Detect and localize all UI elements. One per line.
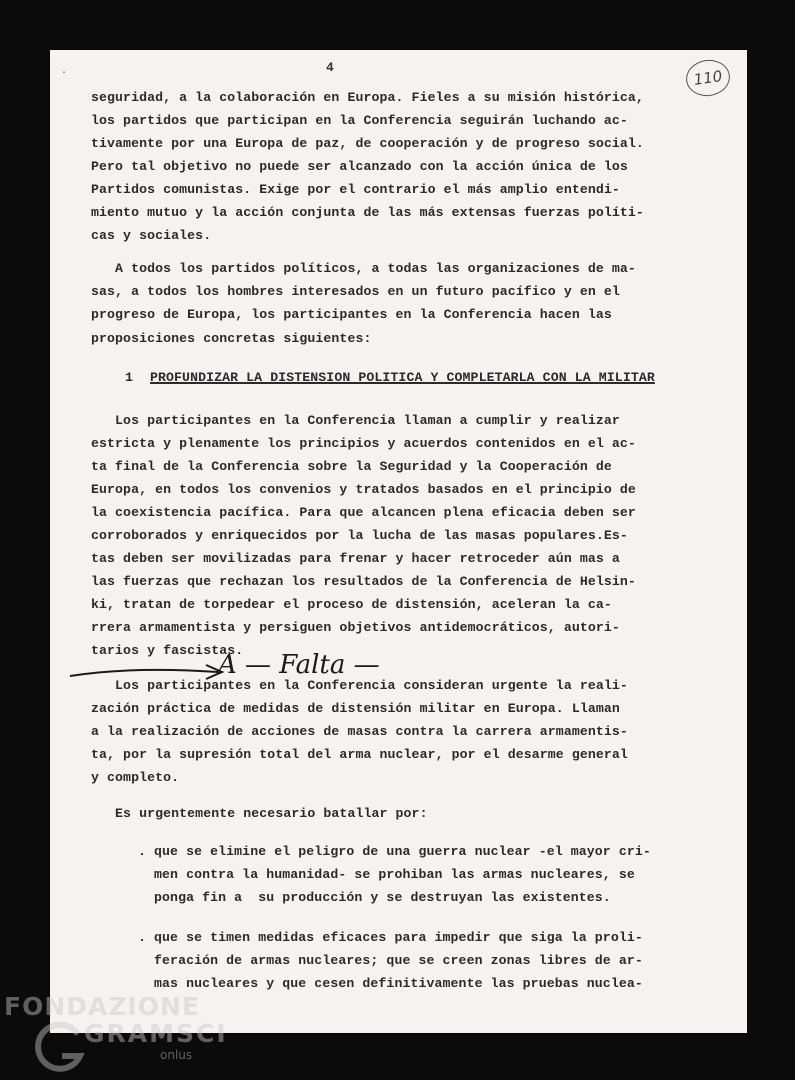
text-line: y completo. bbox=[91, 770, 180, 785]
watermark-g-icon bbox=[28, 1018, 88, 1078]
text-line: miento mutuo y la acción conjunta de las más extensas fuerzas políti- bbox=[91, 205, 644, 220]
text-line: rrera armamentista y persiguen objetivos antidemocráticos, autori- bbox=[91, 620, 620, 635]
bullet-line: men contra la humanidad- se prohiban las armas nucleares, se bbox=[138, 867, 635, 882]
watermark-suffix: onlus bbox=[160, 1048, 193, 1062]
bullet-line: . que se timen medidas eficaces para impedir que siga la proli- bbox=[138, 930, 643, 945]
watermark-line1: FONDAZIONE bbox=[4, 992, 201, 1021]
page-number: 4 bbox=[326, 60, 334, 75]
text-line: seguridad, a la colaboración en Europa. Fieles a su misión histórica, bbox=[91, 90, 644, 105]
text-line: corroborados y enriquecidos por la lucha de las masas populares.Es- bbox=[91, 528, 628, 543]
text-line: ta, por la supresión total del arma nuclear, por el desarme general bbox=[91, 747, 628, 762]
text-line: Los participantes en la Conferencia llaman a cumplir y realizar bbox=[91, 413, 620, 428]
text-line: las fuerzas que rechazan los resultados de la Conferencia de Helsin- bbox=[91, 574, 636, 589]
text-line: ki, tratan de torpedear el proceso de distensión, aceleran la ca- bbox=[91, 597, 612, 612]
text-line: tas deben ser movilizadas para frenar y hacer retroceder aún mas a bbox=[91, 551, 620, 566]
text-line: la coexistencia pacífica. Para que alcancen plena eficacia deben ser bbox=[91, 505, 636, 520]
text-line: proposiciones concretas siguientes: bbox=[91, 331, 372, 346]
bullet-line: ponga fin a su producción y se destruyan las existentes. bbox=[138, 890, 611, 905]
text-line: cas y sociales. bbox=[91, 228, 212, 243]
section-number: 1 bbox=[125, 370, 134, 385]
handwritten-note: A — Falta — bbox=[218, 650, 380, 680]
text-line: Los participantes en la Conferencia consideran urgente la reali- bbox=[91, 678, 628, 693]
text-line: Pero tal objetivo no puede ser alcanzado con la acción única de los bbox=[91, 159, 628, 174]
document-page bbox=[50, 50, 747, 1033]
fondazione-gramsci-watermark bbox=[0, 990, 230, 1080]
text-line: A todos los partidos políticos, a todas las organizaciones de ma- bbox=[91, 261, 636, 276]
watermark-line2: GRAMSCI bbox=[84, 1019, 228, 1048]
text-line: sas, a todos los hombres interesados en un futuro pacífico y en el bbox=[91, 284, 620, 299]
text-line: Es urgentemente necesario batallar por: bbox=[91, 806, 428, 821]
text-line: tivamente por una Europa de paz, de cooperación y de progreso social. bbox=[91, 136, 644, 151]
text-line: ta final de la Conferencia sobre la Seguridad y la Cooperación de bbox=[91, 459, 612, 474]
bullet-line: mas nucleares y que cesen definitivamente las pruebas nuclea- bbox=[138, 976, 643, 991]
text-line: progreso de Europa, los participantes en la Conferencia hacen las bbox=[91, 307, 612, 322]
paper-speck: · bbox=[61, 68, 68, 79]
text-line: Europa, en todos los convenios y tratados basados en el principio de bbox=[91, 482, 636, 497]
section-heading: PROFUNDIZAR LA DISTENSION POLITICA Y COMPLETARLA CON LA MILITAR bbox=[150, 370, 655, 385]
archive-stamp-number: 110 bbox=[684, 57, 733, 99]
text-line: tarios y fascistas. bbox=[91, 643, 244, 658]
bullet-line: . que se elimine el peligro de una guerra nuclear -el mayor cri- bbox=[138, 844, 651, 859]
text-line: estricta y plenamente los principios y acuerdos contenidos en el ac- bbox=[91, 436, 636, 451]
text-line: a la realización de acciones de masas contra la carrera armamentis- bbox=[91, 724, 628, 739]
bullet-line: feración de armas nucleares; que se creen zonas libres de ar- bbox=[138, 953, 643, 968]
text-line: zación práctica de medidas de distensión militar en Europa. Llaman bbox=[91, 701, 620, 716]
text-line: Partidos comunistas. Exige por el contrario el más amplio entendi- bbox=[91, 182, 620, 197]
text-line: los partidos que participan en la Conferencia seguirán luchando ac- bbox=[91, 113, 628, 128]
